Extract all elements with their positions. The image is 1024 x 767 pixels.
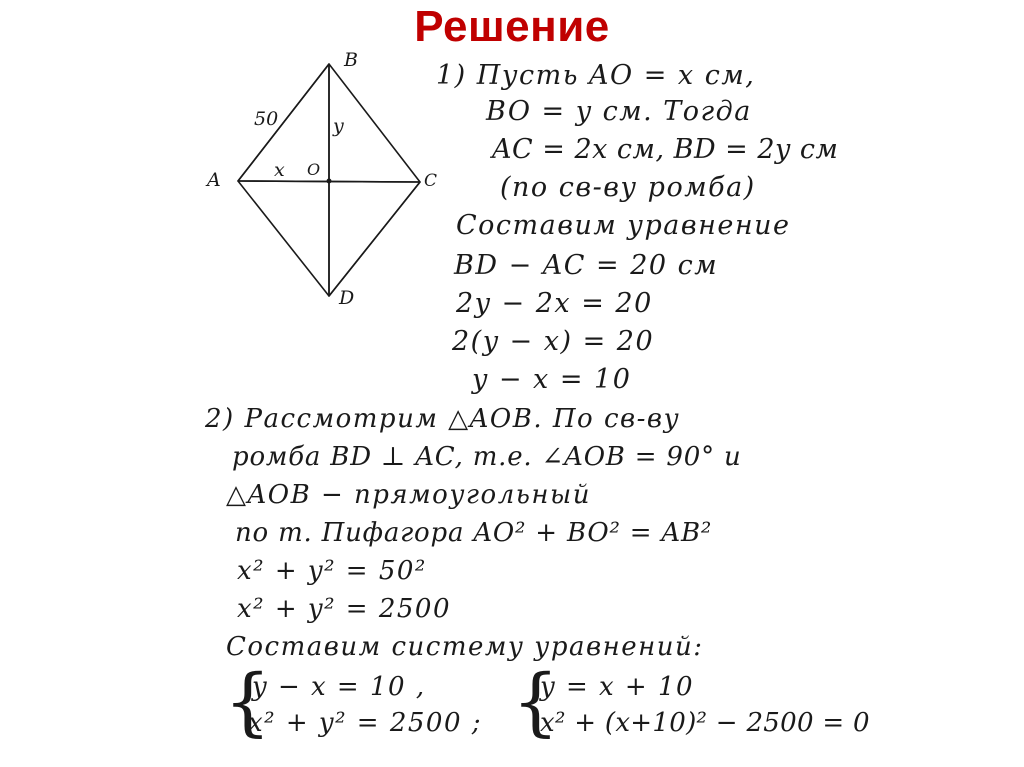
step2-line: 2) Рассмотрим △AOB. По св-ву xyxy=(205,404,681,434)
step2-line: Составим систему уравнений: xyxy=(226,632,704,662)
step1-line: y − x = 10 xyxy=(472,364,632,395)
step1-line: 2(y − x) = 20 xyxy=(452,326,655,357)
slide-title: Решение xyxy=(414,2,610,51)
step2-line: x² + y² = 2500 xyxy=(237,594,451,624)
step1-line: 1) Пусть AO = x см, xyxy=(436,60,756,91)
system1-eq2: x² + y² = 2500 ; xyxy=(248,708,483,738)
vertex-d-label: D xyxy=(339,287,355,309)
step1-line: AC = 2x см, BD = 2y см xyxy=(492,134,839,165)
center-point xyxy=(327,179,332,184)
vertex-b-label: B xyxy=(344,49,358,71)
segment-bo-label: y xyxy=(333,115,344,137)
vertex-a-label: A xyxy=(207,169,221,191)
step2-line: x² + y² = 50² xyxy=(237,556,427,586)
step1-line: 2y − 2x = 20 xyxy=(456,288,653,319)
system1-eq1: y − x = 10 , xyxy=(252,672,426,702)
system2-brace: { xyxy=(512,659,560,745)
segment-ao-label: x xyxy=(274,159,285,181)
vertex-c-label: C xyxy=(424,171,438,191)
system1-brace: { xyxy=(224,659,272,745)
step1-line: BD − AC = 20 см xyxy=(454,250,719,281)
step1-line: (по св-ву ромба) xyxy=(500,172,756,203)
system2-eq2: x² + (x+10)² − 2500 = 0 xyxy=(540,708,870,738)
step2-line: ромба BD ⊥ AC, т.е. ∠AOB = 90° и xyxy=(232,442,742,472)
step2-line: △AOB − прямоугольный xyxy=(226,480,591,510)
step1-line: BO = y см. Тогда xyxy=(486,96,752,127)
step2-line: по т. Пифагора AO² + BO² = AB² xyxy=(235,518,713,548)
side-ab-label: 50 xyxy=(254,108,279,130)
system2-eq1: y = x + 10 xyxy=(540,672,695,702)
step1-line: Составим уравнение xyxy=(456,210,791,241)
center-o-label: O xyxy=(307,160,321,179)
